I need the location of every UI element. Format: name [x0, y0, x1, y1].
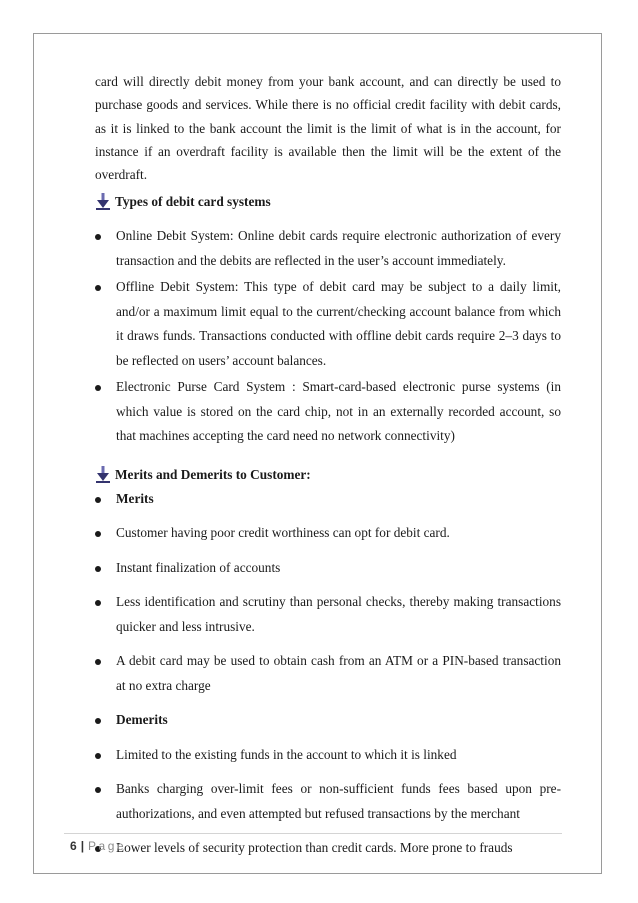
document-body [95, 70, 561, 871]
list-item [95, 224, 561, 273]
debit-systems-list [95, 224, 561, 449]
list-item-text: Online Debit System: Online debit cards require electronic authorization of every transaction and the debits are reflected in the user’s account immediately. [116, 228, 561, 268]
section-heading-merits-demerits [95, 465, 561, 485]
page-number: 6 [70, 839, 77, 853]
list-item-text: Demerits [116, 712, 168, 728]
merits-demerits-list [95, 487, 561, 861]
bullet-icon [95, 787, 101, 793]
list-item-text: Electronic Purse Card System : Smart-card-based electronic purse systems (in which value is stored on the card chip, not in an externally recorded account, so that machines accepting the card need no network connectivity) [116, 379, 561, 444]
list-item [95, 275, 561, 373]
bullet-icon [95, 234, 101, 240]
list-item [95, 777, 561, 826]
list-item-text: Limited to the existing funds in the account to which it is linked [116, 746, 457, 762]
page-footer [70, 839, 126, 853]
section-heading-types [95, 192, 561, 212]
list-item [95, 556, 561, 581]
list-item-text: Lower levels of security protection than credit cards. More prone to frauds [116, 840, 513, 856]
list-item-text: Customer having poor credit worthiness can opt for debit card. [116, 525, 450, 541]
section-heading-text: Merits and Demerits to Customer: [115, 466, 311, 482]
bullet-icon [95, 285, 101, 291]
intro-paragraph: card will directly debit money from your bank account, and can directly be used to purchase goods and services. While there is no official credit facility with debit cards, as it is linked to the bank account the limit is the limit of what is in the account, for instance if an overdraft facility is available then the limit will be the extent of the overdraft. [95, 74, 561, 183]
list-item [95, 521, 561, 546]
merits-label [95, 487, 561, 512]
section-heading-text: Types of debit card systems [115, 194, 271, 210]
bullet-icon [95, 753, 101, 759]
arrow-down-icon [95, 193, 111, 210]
page-label: Page [88, 839, 127, 853]
footer-rule [64, 833, 562, 834]
bullet-icon [95, 566, 101, 572]
list-item [95, 590, 561, 639]
list-item-text: Less identification and scrutiny than personal checks, thereby making transactions quicker and less intrusive. [116, 594, 561, 634]
list-item [95, 375, 561, 449]
demerits-label [95, 708, 561, 733]
bullet-icon [95, 531, 101, 537]
bullet-icon [95, 659, 101, 665]
bullet-icon [95, 385, 101, 391]
list-item [95, 649, 561, 698]
list-item-text: Merits [116, 490, 154, 506]
list-item [95, 836, 561, 861]
list-item-text: Offline Debit System: This type of debit card may be subject to a daily limit, and/or a maximum limit equal to the current/checking account balance from which it draws funds. Transactions conducted with offline debit cards require 2–3 days to be reflected on users’ account balances. [116, 279, 561, 368]
arrow-down-icon [95, 466, 111, 483]
list-item-text: Banks charging over-limit fees or non-sufficient funds fees based upon pre-authorizations, and even attempted but refused transactions by the merchant [116, 781, 561, 821]
list-item-text: A debit card may be used to obtain cash from an ATM or a PIN-based transaction at no extra charge [116, 653, 561, 693]
list-item-text: Instant finalization of accounts [116, 559, 281, 575]
list-item [95, 743, 561, 768]
bullet-icon [95, 600, 101, 606]
bullet-icon [95, 718, 101, 724]
footer-separator: | [80, 839, 85, 853]
bullet-icon [95, 497, 101, 503]
